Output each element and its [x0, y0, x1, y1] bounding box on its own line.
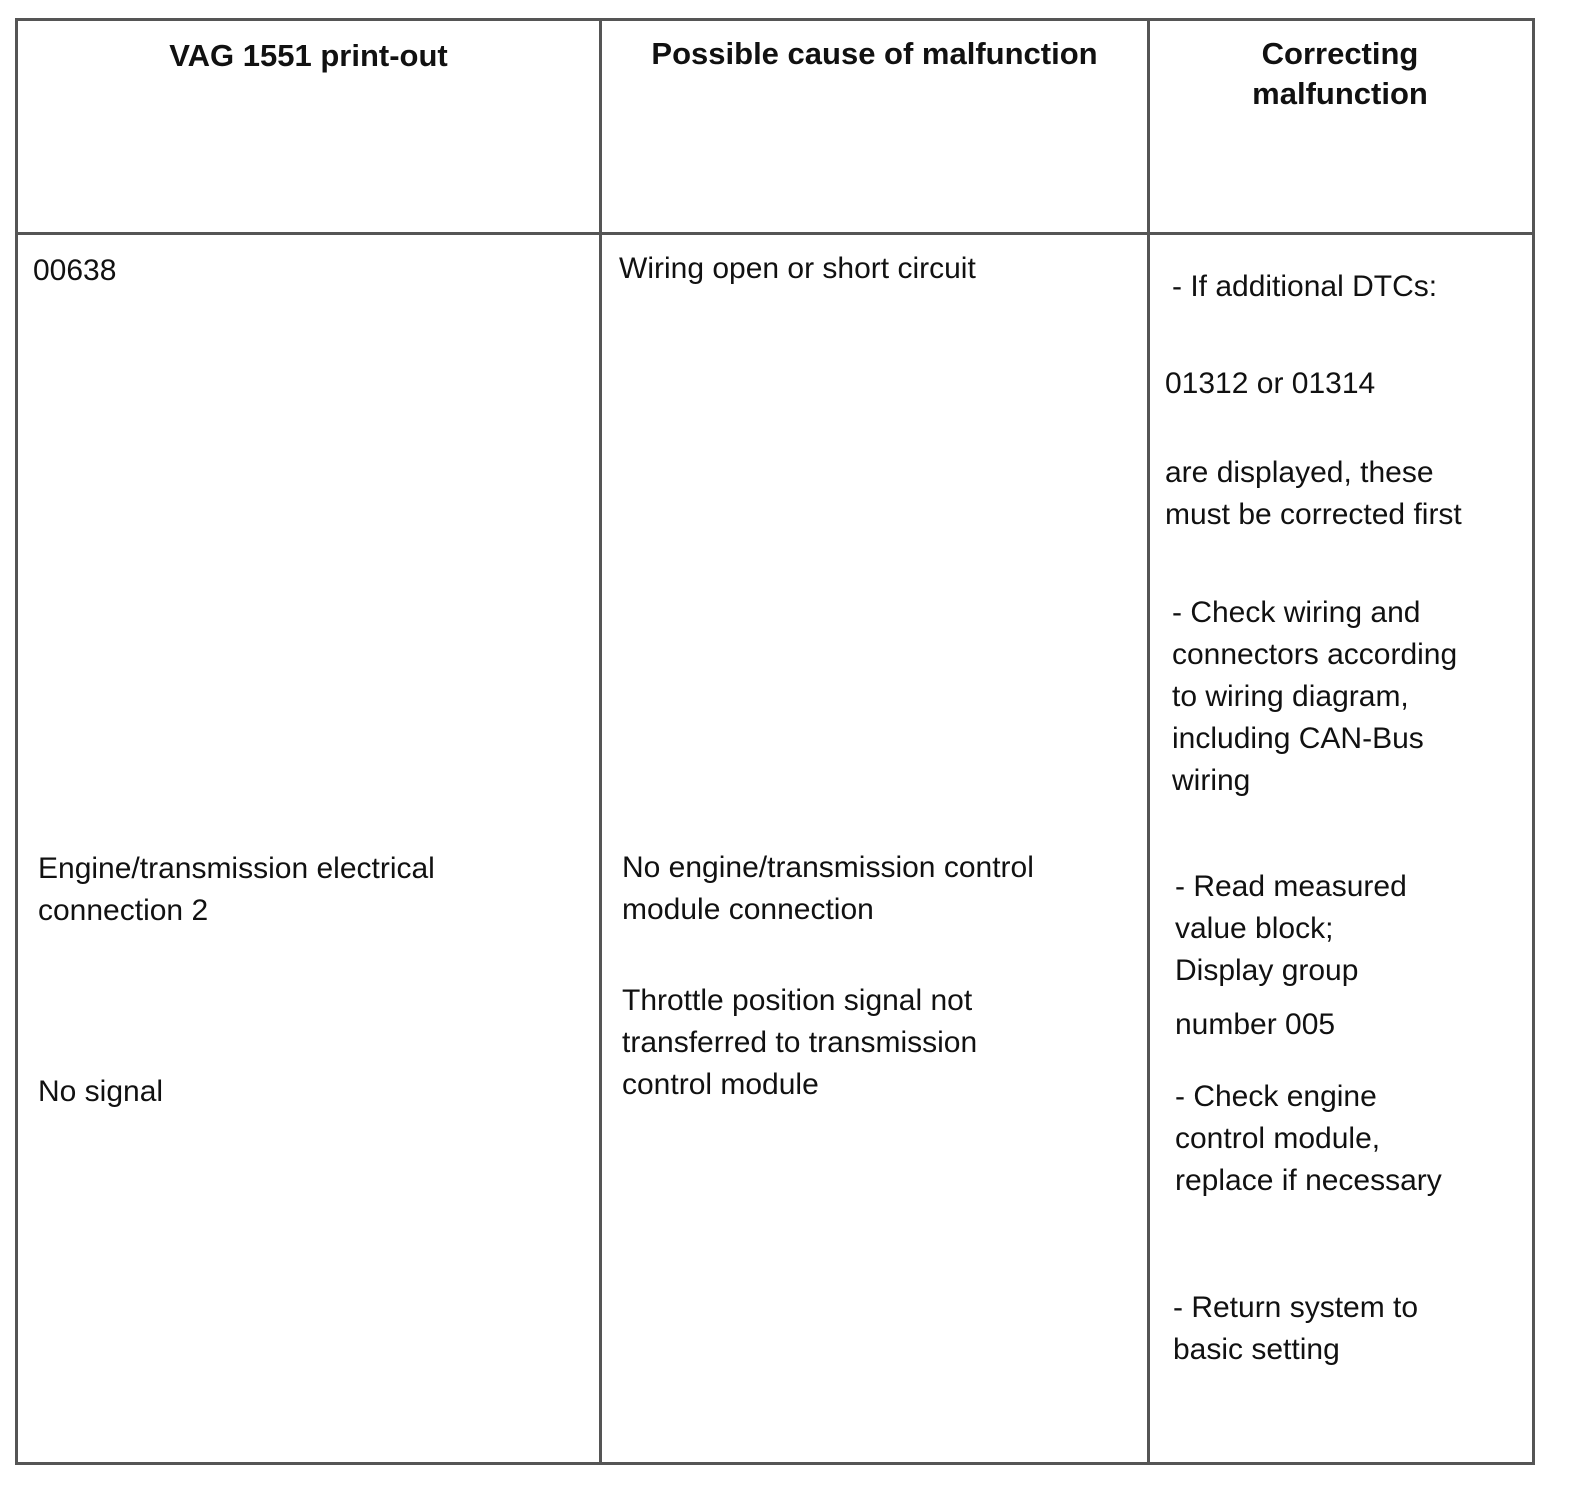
fix-correct-first: are displayed, these must be corrected first [1165, 456, 1462, 531]
fix-basic-setting: - Return system to basic setting [1173, 1291, 1419, 1366]
fix-display-group-number: number 005 [1175, 1008, 1336, 1041]
cause-wiring: Wiring open or short circuit [619, 252, 976, 285]
fix-additional-dtcs: - If additional DTCs: [1172, 270, 1438, 303]
column-divider-2 [1147, 18, 1150, 1465]
fix-check-wiring: - Check wiring and connectors according to wiring diagram, including CAN-Bus wiring [1172, 596, 1458, 797]
printout-status: No signal [38, 1075, 164, 1108]
header-divider [15, 232, 1535, 235]
header-printout: VAG 1551 print-out [169, 38, 448, 73]
cause-no-connection: No engine/transmission control module connection [622, 851, 1034, 926]
fix-dtc-codes: 01312 or 01314 [1165, 367, 1376, 400]
table-border-bottom [15, 1462, 1535, 1465]
table-border-left [15, 18, 18, 1465]
fix-check-ecm: - Check engine control module, replace if necessary [1175, 1080, 1442, 1197]
header-cause: Possible cause of malfunction [651, 36, 1098, 71]
printout-description: Engine/transmission electrical connection 2 [38, 852, 435, 927]
fault-code: 00638 [33, 254, 117, 287]
fix-read-value-block: - Read measured value block; Display group [1175, 870, 1407, 987]
column-divider-1 [599, 18, 602, 1465]
header-correction: Correcting malfunction [1252, 36, 1428, 111]
table-border-top [15, 18, 1535, 21]
table-border-right [1532, 18, 1535, 1465]
cause-throttle-signal: Throttle position signal not transferred to transmission control module [622, 984, 978, 1101]
